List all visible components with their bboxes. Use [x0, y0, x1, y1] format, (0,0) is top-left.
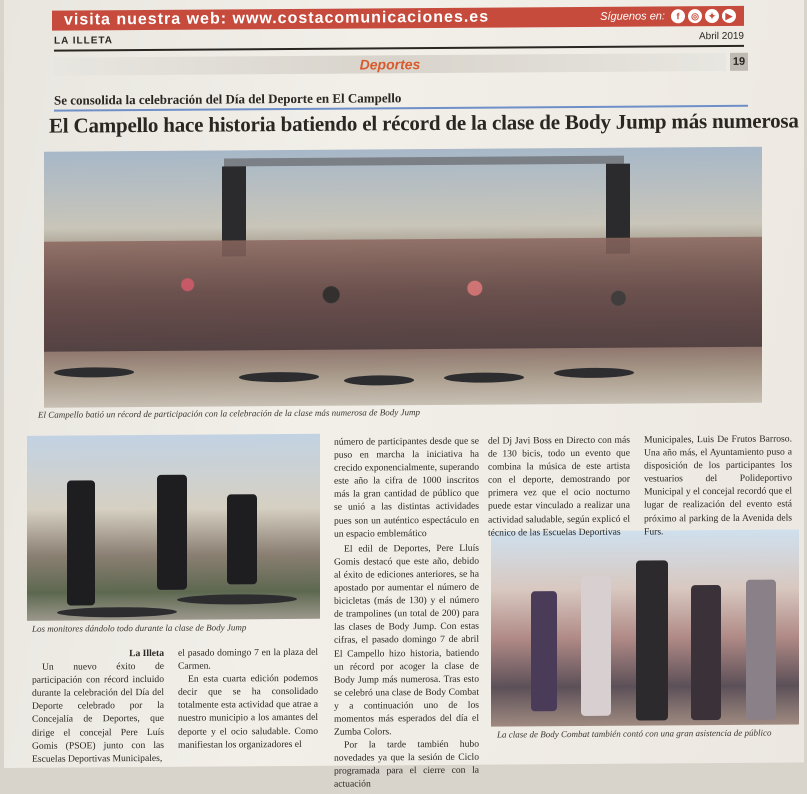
- section-label: Deportes: [359, 56, 421, 73]
- monitor-figure: [227, 494, 257, 584]
- combat-caption: La clase de Body Combat también contó con una gran asistencia de público: [497, 727, 772, 740]
- article-column-2-bottom: [178, 646, 318, 752]
- trampoline: [344, 375, 414, 385]
- article-column-1: [32, 647, 164, 766]
- combat-photo: [491, 529, 799, 726]
- instagram-icon[interactable]: ◎: [688, 9, 702, 23]
- participant-figure: [581, 576, 611, 716]
- participant-figure: [636, 560, 668, 720]
- facebook-icon[interactable]: f: [671, 9, 685, 23]
- top-banner[interactable]: [52, 6, 744, 31]
- trampoline: [57, 607, 177, 618]
- article-column-2-top: [334, 435, 479, 792]
- stage-truss: [224, 156, 624, 167]
- main-photo: [44, 147, 762, 408]
- page-number: 19: [730, 53, 748, 71]
- article-kicker: Se consolida la celebración del Día del Deporte en El Campello: [54, 90, 402, 108]
- section-bar: [54, 53, 726, 76]
- follow-us-label: Síguenos en:: [600, 10, 665, 23]
- paragraph: El edil de Deportes, Pere Lluís Gomis destacó que este año, debido al éxito de ediciones anteriores, se ha apostado por aumentar el número de bicicletas (más de 130) y el número de trampolines (un total de 200) para las clases de Body Jump. Con estas cifras, el pasado domingo 7 de abril El Campello hizo historia, batiendo un récord por acoger la clase de Body Jump más numerosa. Tras esto se celebró una clase de Body Combat y a continuación uno de los momentos más esperados del día el Zumba Colors.: [334, 542, 479, 738]
- website-banner-text[interactable]: visita nuestra web: www.costacomunicaciones.es: [64, 8, 490, 29]
- youtube-icon[interactable]: ▶: [722, 9, 736, 23]
- trampoline: [177, 594, 297, 605]
- article-column-5: [644, 432, 792, 538]
- newspaper-logo: LA ILLETA: [54, 35, 113, 47]
- trampoline: [554, 368, 634, 379]
- twitter-icon[interactable]: ✦: [705, 9, 719, 23]
- article-headline: El Campello hace historia batiendo el récord de la clase de Body Jump más numerosa: [49, 108, 799, 138]
- paragraph: del Dj Javi Boss en Directo con más de 130 bicis, todo un evento que combina la música de este artista con el deporte, demostrando por primera vez que el ocio nocturno puede estar vinculado a realizar una actividad saludable, según explicó el técnico de las Escuelas Deportivas: [488, 434, 630, 539]
- trampoline: [444, 372, 524, 383]
- paragraph: Por la tarde también hubo novedades ya que la sesión de Ciclo programada para el cierre con la actuación: [334, 738, 479, 791]
- paragraph: número de participantes desde que se puso en marcha la iniciativa ha crecido exponencialmente, superando este año la cifra de 1000 inscritos más la gran cantidad de público que se unió a las distintas actividades pues son un auténtico espectáculo en un espacio emblemático: [334, 435, 479, 540]
- paragraph: el pasado domingo 7 en la plaza del Carmen.: [178, 646, 318, 672]
- participant-figure: [531, 591, 557, 711]
- main-photo-caption: El Campello batió un récord de participación con la celebración de la clase más numerosa de Body Jump: [38, 407, 421, 420]
- monitors-caption: Los monitores dándolo todo durante la clase de Body Jump: [32, 622, 247, 634]
- trampoline: [239, 372, 319, 383]
- paragraph: Municipales, Luis De Frutos Barroso. Una año más, el Ayuntamiento puso a disposición de los participantes los vestuarios del Polideportivo Municipal y el concejal recordó que el lugar de realización del evento está próximo al parking de la Avenida dels Furs.: [644, 433, 792, 538]
- newspaper-page: [4, 0, 804, 791]
- trampoline: [54, 367, 134, 378]
- monitor-figure: [157, 475, 187, 590]
- participant-figure: [691, 585, 721, 720]
- byline: La Illeta: [129, 647, 164, 660]
- article-column-4: [488, 434, 630, 540]
- participant-figure: [746, 580, 776, 720]
- monitor-figure: [67, 480, 95, 605]
- crowd: [44, 237, 762, 352]
- paragraph: En esta cuarta edición podemos decir que se ha consolidado totalmente esta actividad que atrae a nuestro municipio a los amantes del deporte y el ocio saludable. Como manifiestan los organizadores el: [178, 672, 318, 751]
- issue-date: Abril 2019: [698, 30, 744, 43]
- paragraph: Un nuevo éxito de participación con récord incluido durante la celebración del Día del Deporte celebrado por la Concejalía de Deportes, que dirige el concejal Pere Luís Gomis (PSOE) junto con las Escuelas Deportivas Municipales,: [32, 660, 164, 765]
- monitors-photo: [27, 434, 320, 621]
- social-icons: [671, 9, 736, 23]
